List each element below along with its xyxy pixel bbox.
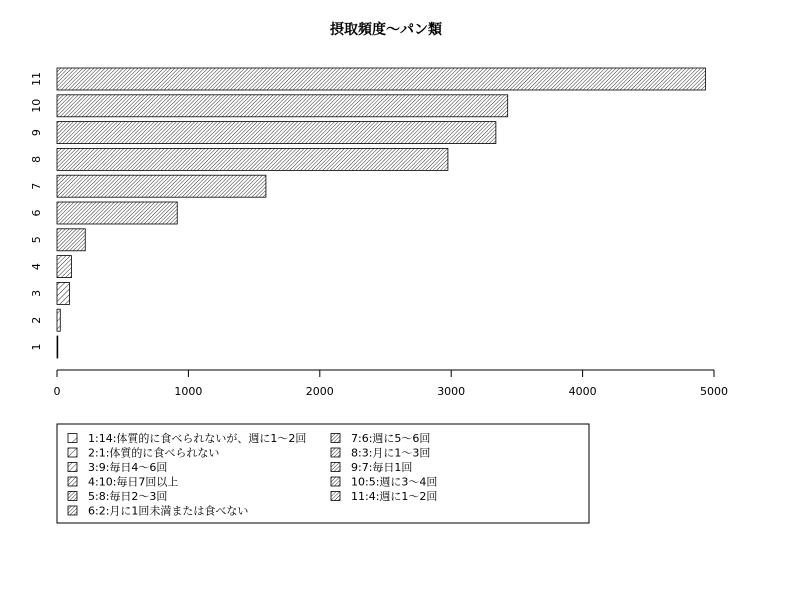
bar-11 bbox=[57, 68, 705, 90]
legend bbox=[57, 424, 589, 523]
y-tick-label: 11 bbox=[30, 72, 43, 86]
legend-swatch bbox=[68, 448, 77, 457]
y-tick-label: 3 bbox=[30, 289, 43, 297]
y-tick-label: 7 bbox=[30, 182, 43, 190]
legend-swatch bbox=[68, 492, 77, 501]
legend-swatch bbox=[68, 463, 77, 472]
legend-item-label: 7:6:週に5〜6回 bbox=[351, 432, 431, 445]
x-axis bbox=[54, 370, 729, 398]
bar-2 bbox=[57, 309, 60, 331]
legend-swatch bbox=[331, 492, 340, 501]
y-tick-label: 4 bbox=[30, 263, 43, 271]
legend-swatch bbox=[331, 434, 340, 443]
legend-item-label: 10:5:週に3〜4回 bbox=[351, 475, 438, 489]
legend-item-label: 3:9:毎日4〜6回 bbox=[88, 461, 168, 474]
y-tick-label: 5 bbox=[30, 236, 43, 244]
legend-swatch bbox=[68, 506, 77, 515]
bar-8 bbox=[57, 148, 448, 170]
y-tick-label: 6 bbox=[30, 209, 43, 217]
x-tick-label: 5000 bbox=[700, 385, 728, 398]
y-tick-label: 9 bbox=[30, 129, 43, 137]
legend-swatch bbox=[331, 477, 340, 486]
y-tick-label: 10 bbox=[30, 98, 43, 113]
chart-title: 摂取頻度〜パン類 bbox=[330, 22, 442, 38]
x-tick-label: 4000 bbox=[568, 385, 597, 398]
bar-9 bbox=[57, 122, 496, 144]
legend-item-label: 11:4:週に1〜2回 bbox=[351, 490, 438, 503]
legend-item-label: 4:10:毎日7回以上 bbox=[88, 475, 179, 489]
bar-1 bbox=[57, 336, 58, 358]
bar-4 bbox=[57, 256, 71, 278]
y-tick-label: 1 bbox=[30, 343, 43, 351]
legend-swatch bbox=[68, 434, 77, 443]
bar-10 bbox=[57, 95, 508, 117]
bar-6 bbox=[57, 202, 177, 224]
x-tick-label: 0 bbox=[53, 385, 61, 398]
bar-7 bbox=[57, 175, 266, 197]
x-tick-label: 2000 bbox=[305, 385, 334, 398]
y-tick-label: 2 bbox=[30, 316, 43, 324]
legend-swatch bbox=[68, 477, 77, 486]
legend-swatch bbox=[331, 463, 340, 472]
legend-item-label: 2:1:体質的に食べられない bbox=[88, 446, 220, 460]
y-axis bbox=[30, 72, 43, 351]
legend-item-label: 9:7:毎日1回 bbox=[351, 461, 413, 474]
x-tick-label: 3000 bbox=[437, 385, 466, 398]
x-tick-label: 1000 bbox=[174, 385, 203, 398]
y-tick-label: 8 bbox=[30, 155, 43, 163]
legend-item-label: 8:3:月に1〜3回 bbox=[351, 446, 431, 460]
legend-item-label: 1:14:体質的に食べられないが、週に1〜2回 bbox=[88, 432, 307, 445]
legend-swatch bbox=[331, 448, 340, 457]
legend-item-label: 5:8:毎日2〜3回 bbox=[88, 490, 168, 503]
bars-group bbox=[57, 68, 705, 358]
bar-5 bbox=[57, 229, 85, 251]
legend-item-label: 6:2:月に1回未満または食べない bbox=[88, 504, 249, 518]
bar-3 bbox=[57, 282, 69, 304]
